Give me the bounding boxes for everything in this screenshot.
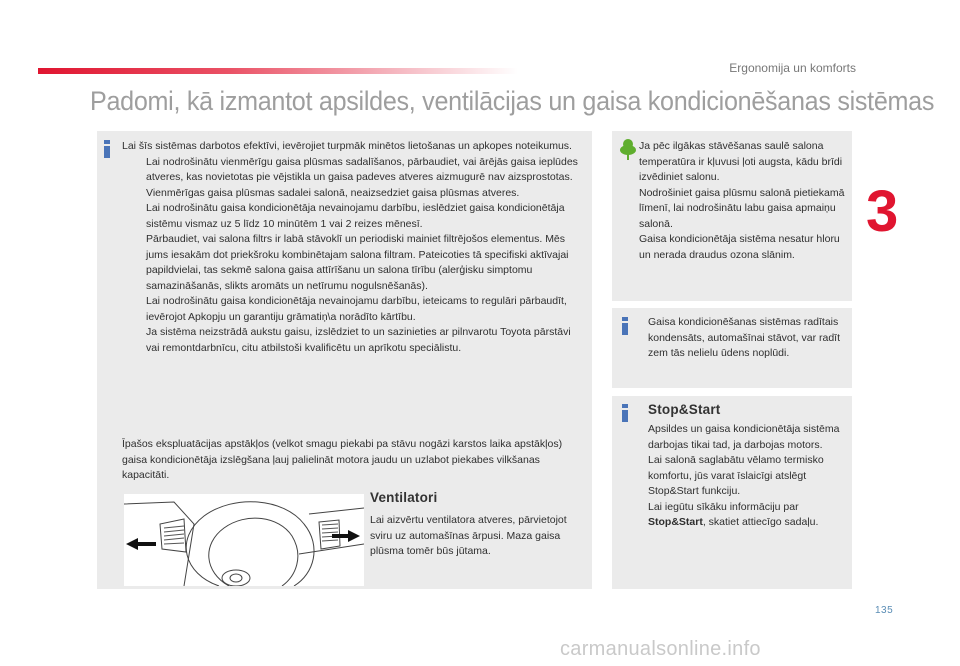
header-accent-bar [38,68,518,74]
chapter-number: 3 [866,179,899,244]
page-title: Padomi, kā izmantot apsildes, ventilācijas un gaisa kondicionēšanas sistēmas [90,86,935,116]
condensation-note-text: Gaisa kondicionēšanas sistēmas radītais kondensāts, automašīnai stāvot, var radīt zem tās nelielu ūdens noplūdi. [648,316,841,359]
list-item: Vienmērīgas gaisa plūsmas sadalei salonā, neaizsedziet gaisa plūsmas atveres. [146,186,520,199]
stop-start-text [648,422,848,531]
stop-start-line: Lai iegūtu sīkāku informāciju par Stop&Start, skatiet attiecīgo sadaļu. [648,500,819,528]
info-icon [101,140,113,158]
leaf-icon [620,139,636,161]
tips-text [122,139,584,356]
ventilators-text: Lai aizvērtu ventilatora atveres, pārvietojot sviru uz automašīnas ārpusi. Maza gaisa plūsma tomēr būs jūtama. [370,514,567,557]
eco-tip-line: Gaisa kondicionētāja sistēma nesatur hloru un nerada draudus ozona slānim. [639,233,840,261]
stop-start-line: Lai salonā saglabātu vēlamo termisko komfortu, jūs varat īslaicīgi atslēgt Stop&Start funkciju. [648,454,824,497]
eco-tip-text [639,139,845,263]
dashboard-vents-illustration [124,494,364,586]
section-title: Ergonomija un komforts [729,61,856,75]
eco-tip-line: Nodrošiniet gaisa plūsmu salonā pietiekamā līmenī, lai nodrošinātu labu gaisa apmaiņu salonā. [639,186,845,230]
list-item: Ja sistēma neizstrādā aukstu gaisu, izslēdziet to un sazinieties ar pilnvarotu Toyota pārstāvi vai remontdarbnīcu, citu atbilstoši kvalificētu un aprīkotu speciālistu. [146,326,571,354]
list-item: Lai nodrošinātu gaisa kondicionētāja nevainojamu darbību, ieteicams to regulāri pārbaudīt, ievērojot Apkopju un garantiju grāmatiņ\a norādīto kārtību. [146,295,567,323]
list-item: Pārbaudiet, vai salona filtrs ir labā stāvoklī un periodiski mainiet filtrējošos elementus. Mēs jums iesakām dot priekšroku kombinētajam salona filtram. Pateicoties tā specifiski aktīvajai papildvielai, tas sekmē salona gaisa attīrīšanu un salona tīrību (alerģisku simptomu samazināšanās, slikts aromāts un netīrumu nogulsnēšanās). [146,233,569,292]
info-icon [619,317,631,335]
stop-start-line: Apsildes un gaisa kondicionētāja sistēma darbojas tikai tad, ja darbojas motors. [648,423,840,451]
eco-tip-line: Ja pēc ilgākas stāvēšanas saulē salona temperatūra ir kļuvusi ļoti augsta, kādu brīdi izvēdiniet salonu. [639,140,843,183]
stop-start-heading: Stop&Start [648,402,721,417]
info-icon [619,404,631,422]
list-item: Lai nodrošinātu vienmērīgu gaisa plūsmas sadalīšanos, pārbaudiet, vai ārējās gaisa ieplūdes atveres, kas novietotas pie vējstikla un gaisa padeves atveres aizmugurē nav aizsprostotas. [146,155,578,183]
list-item: Lai nodrošinātu gaisa kondicionētāja nevainojamu darbību, ieslēdziet gaisa kondicionētāja sistēmu vismaz uz 5 līdz 10 minūtēm 1 vai 2 reizes mēnesī. [146,202,565,230]
dashboard-vents-drawing [124,494,364,586]
watermark: carmanualsonline.info [560,638,761,660]
page-number: 135 [875,605,894,616]
tips-list [122,155,584,357]
tips-intro: Lai šīs sistēmas darbotos efektīvi, ievērojiet turpmāk minētos lietošanas un apkopes noteikumus. [122,140,572,152]
towing-note: Īpašos ekspluatācijas apstākļos (velkot smagu piekabi pa stāvu nogāzi karstos laika apstākļos) gaisa kondicionētāja izslēgšana ļauj palielināt motora jaudu un uzlabot piekabes vilkšanas kapacitāti. [122,438,563,481]
ventilators-heading: Ventilatori [370,490,438,505]
